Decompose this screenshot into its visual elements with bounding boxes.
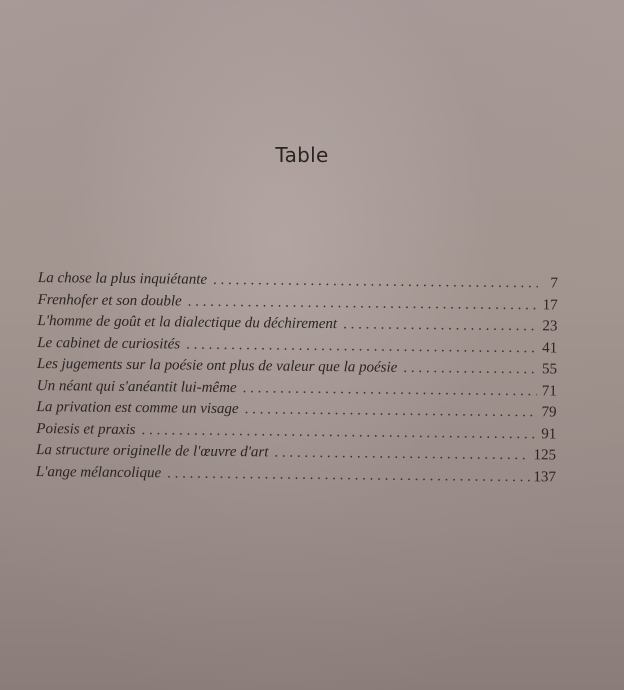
- toc-entry-page: 91: [541, 425, 557, 442]
- toc-entry-page: 23: [542, 318, 558, 335]
- dot-leader: [213, 272, 538, 292]
- toc-entry-page: 71: [541, 382, 557, 399]
- toc-entry-title: La chose la plus inquiétante: [37, 270, 208, 288]
- toc-entry-title: Le cabinet de curiosités: [37, 334, 181, 352]
- toc-entry-page: 125: [533, 447, 557, 464]
- dot-leader: [186, 336, 537, 357]
- toc-entry-page: 137: [533, 468, 556, 485]
- toc-entry-page: 55: [541, 361, 558, 378]
- dot-leader: [141, 422, 536, 443]
- dot-leader: [274, 444, 529, 464]
- toc-entry-title: L'homme de goût et la dialectique du déchirement: [37, 312, 338, 333]
- toc-entry-title: La privation est comme un visage: [36, 398, 239, 418]
- dot-leader: [403, 360, 537, 378]
- page-title: Table: [275, 143, 329, 167]
- dot-leader: [243, 380, 537, 400]
- toc-entry: [36, 463, 556, 490]
- dot-leader: [167, 465, 529, 486]
- dot-leader: [188, 293, 538, 314]
- toc-entry-title: L'ange mélancolique: [35, 463, 162, 481]
- table-of-contents: [36, 270, 558, 490]
- toc-entry-title: Poiesis et praxis: [36, 420, 136, 438]
- dot-leader: [343, 316, 537, 335]
- toc-entry-page: 41: [542, 339, 558, 356]
- toc-entry-title: Les jugements sur la poésie ont plus de valeur que la poésie: [36, 355, 398, 376]
- toc-entry-page: 79: [541, 404, 557, 421]
- toc-entry-title: Un néant qui s'anéantit lui-même: [36, 377, 237, 396]
- toc-entry-title: La structure originelle de l'œuvre d'art: [36, 441, 269, 461]
- dot-leader: [245, 401, 537, 421]
- toc-entry-page: 17: [542, 296, 558, 313]
- toc-entry-page: 7: [550, 275, 558, 292]
- toc-entry-title: Frenhofer et son double: [37, 291, 182, 310]
